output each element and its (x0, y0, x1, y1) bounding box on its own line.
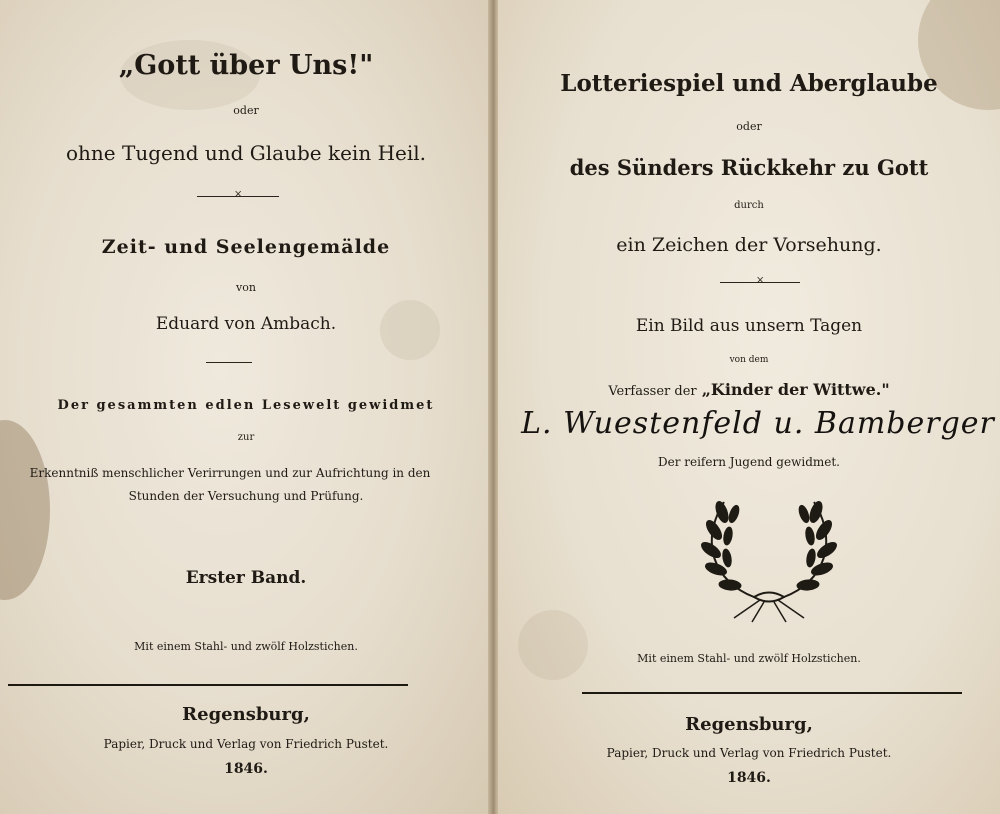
left-author: Eduard von Ambach. (155, 314, 337, 334)
imprint-rule (8, 684, 408, 686)
right-subtitle-2: ein Zeichen der Vorsehung. (616, 234, 882, 256)
divider-rule (206, 362, 252, 363)
right-oder: oder (736, 120, 762, 133)
right-city: Regensburg, (685, 714, 813, 735)
left-genre: Zeit- und Seelengemälde (101, 236, 391, 258)
left-title: „Gott über Uns!" (118, 50, 374, 81)
right-dedication: Der reifern Jugend gewidmet. (657, 455, 840, 469)
left-dedication-1: Der gesammten edlen Lesewelt gewidmet (57, 398, 435, 413)
ornament-mark: × (756, 275, 765, 286)
right-title-page (498, 0, 1000, 814)
right-illustrations: Mit einem Stahl- und zwölf Holzstichen. (637, 652, 861, 665)
handwritten-signature: L. Wuestenfeld u. Bamberger (521, 406, 995, 441)
left-dedication-3: Stunden der Versuchung und Prüfung. (128, 489, 364, 503)
left-illustrations: Mit einem Stahl- und zwölf Holzstichen. (134, 640, 358, 653)
left-volume: Erster Band. (185, 568, 307, 588)
right-year: 1846. (727, 770, 771, 786)
left-city: Regensburg, (182, 704, 310, 725)
left-title-page (0, 0, 492, 814)
left-subtitle: ohne Tugend und Glaube kein Heil. (65, 141, 426, 165)
left-von: von (236, 281, 256, 294)
left-oder: oder (233, 104, 259, 117)
left-zur: zur (237, 432, 255, 443)
right-author-title: „Kinder der Wittwe." (701, 380, 890, 399)
right-title: Lotteriespiel und Aberglaube (560, 70, 938, 97)
laurel-wreath-icon (694, 492, 844, 624)
left-year: 1846. (224, 761, 268, 777)
right-durch: durch (734, 200, 764, 211)
right-author-pre: Verfasser der (608, 384, 697, 399)
right-publisher: Papier, Druck und Verlag von Friedrich Pustet. (606, 746, 892, 760)
right-von-dem: von dem (729, 355, 769, 365)
right-author-line (498, 380, 1000, 399)
left-dedication-2: Erkenntniß menschlicher Verirrungen und zur Aufrichtung in den (29, 466, 431, 480)
left-publisher: Papier, Druck und Verlag von Friedrich Pustet. (103, 737, 389, 751)
right-genre: Ein Bild aus unsern Tagen (635, 316, 863, 336)
page-stain (518, 610, 588, 680)
imprint-rule (582, 692, 962, 694)
ornament-mark: × (234, 189, 243, 200)
right-subtitle: des Sünders Rückkehr zu Gott (569, 155, 929, 180)
